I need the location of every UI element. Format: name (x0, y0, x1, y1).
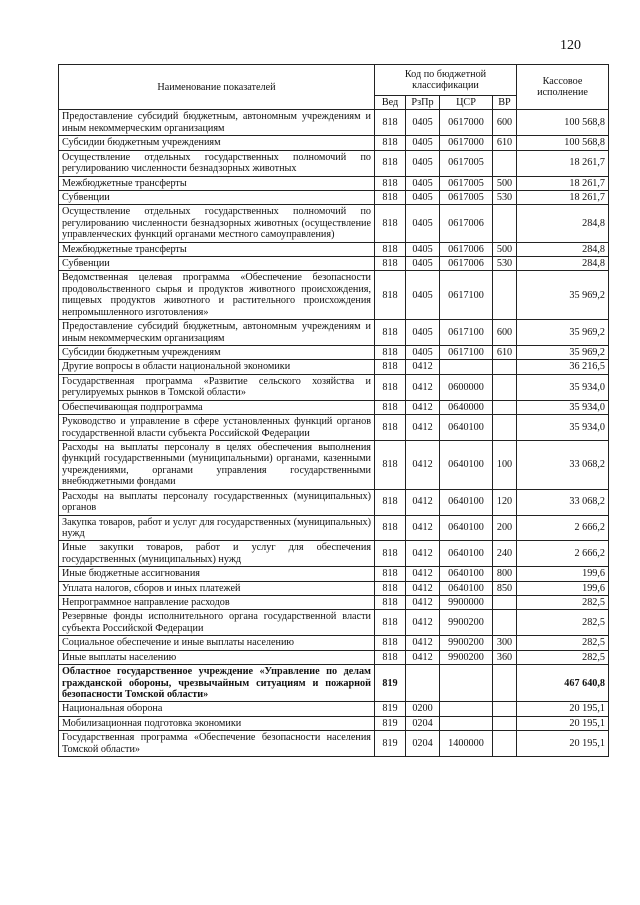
row-csr: 0640000 (440, 400, 493, 414)
row-vr (493, 665, 517, 702)
row-csr: 0617005 (440, 176, 493, 190)
row-vr (493, 374, 517, 400)
row-csr: 0617100 (440, 320, 493, 346)
row-csr: 0640100 (440, 415, 493, 441)
row-vr: 600 (493, 110, 517, 136)
row-rzpr: 0412 (406, 636, 440, 650)
row-vr (493, 400, 517, 414)
row-amount: 2 666,2 (517, 515, 609, 541)
row-rzpr: 0412 (406, 650, 440, 664)
row-csr: 0640100 (440, 541, 493, 567)
row-ved: 818 (375, 190, 406, 204)
row-amount: 199,6 (517, 581, 609, 595)
row-ved: 818 (375, 440, 406, 489)
table-row (59, 242, 609, 256)
row-csr: 0600000 (440, 374, 493, 400)
row-ved: 818 (375, 271, 406, 320)
row-vr: 360 (493, 650, 517, 664)
row-ved: 818 (375, 205, 406, 242)
row-csr (440, 360, 493, 374)
row-name: Расходы на выплаты персоналу государственных (муниципальных) органов (59, 489, 375, 515)
table-row (59, 581, 609, 595)
row-name: Другие вопросы в области национальной экономики (59, 360, 375, 374)
table-row (59, 360, 609, 374)
row-csr (440, 716, 493, 730)
row-ved: 818 (375, 242, 406, 256)
row-rzpr: 0405 (406, 271, 440, 320)
row-rzpr: 0412 (406, 581, 440, 595)
row-csr: 0640100 (440, 440, 493, 489)
row-amount: 35 969,2 (517, 346, 609, 360)
table-row (59, 731, 609, 757)
row-rzpr: 0405 (406, 136, 440, 150)
row-rzpr: 0405 (406, 257, 440, 271)
row-amount: 35 969,2 (517, 320, 609, 346)
row-csr: 0617005 (440, 150, 493, 176)
row-rzpr: 0412 (406, 515, 440, 541)
row-name: Предоставление субсидий бюджетным, автономным учреждениям и иным некоммерческим организациям (59, 110, 375, 136)
row-vr: 240 (493, 541, 517, 567)
row-name: Субвенции (59, 257, 375, 271)
header-code: Код по бюджетной классификации (375, 65, 517, 96)
row-csr: 9900200 (440, 636, 493, 650)
row-name: Иные бюджетные ассигнования (59, 567, 375, 581)
row-name: Иные выплаты населению (59, 650, 375, 664)
row-vr: 120 (493, 489, 517, 515)
row-rzpr: 0405 (406, 110, 440, 136)
header-csr: ЦСР (440, 96, 493, 110)
row-vr: 530 (493, 257, 517, 271)
row-amount: 199,6 (517, 567, 609, 581)
row-name: Уплата налогов, сборов и иных платежей (59, 581, 375, 595)
row-name: Резервные фонды исполнительного органа государственной власти субъекта Российской Федерации (59, 610, 375, 636)
row-rzpr: 0405 (406, 346, 440, 360)
row-vr: 100 (493, 440, 517, 489)
row-csr: 0617000 (440, 110, 493, 136)
table-row (59, 415, 609, 441)
row-ved: 818 (375, 596, 406, 610)
row-csr: 0617006 (440, 257, 493, 271)
row-rzpr: 0204 (406, 716, 440, 730)
row-amount: 18 261,7 (517, 190, 609, 204)
row-rzpr: 0412 (406, 541, 440, 567)
row-rzpr: 0405 (406, 320, 440, 346)
row-csr: 9900000 (440, 596, 493, 610)
row-csr: 0617100 (440, 271, 493, 320)
row-ved: 818 (375, 489, 406, 515)
row-vr (493, 150, 517, 176)
row-rzpr: 0200 (406, 702, 440, 716)
row-name: Осуществление отдельных государственных полномочий по регулированию численности безнадзорных животных (осуществление управленческих функций органами местного самоуправления) (59, 205, 375, 242)
row-ved: 819 (375, 716, 406, 730)
row-ved: 818 (375, 176, 406, 190)
row-name: Осуществление отдельных государственных полномочий по регулированию численности безнадзорных животных (59, 150, 375, 176)
row-vr: 200 (493, 515, 517, 541)
row-csr (440, 702, 493, 716)
row-vr: 530 (493, 190, 517, 204)
row-name: Иные закупки товаров, работ и услуг для обеспечения государственных (муниципальных) нужд (59, 541, 375, 567)
row-vr (493, 716, 517, 730)
row-ved: 818 (375, 567, 406, 581)
row-amount: 35 934,0 (517, 374, 609, 400)
table-row (59, 320, 609, 346)
row-vr: 500 (493, 242, 517, 256)
row-rzpr: 0412 (406, 489, 440, 515)
row-name: Предоставление субсидий бюджетным, автономным учреждениям и иным некоммерческим организациям (59, 320, 375, 346)
table-row (59, 257, 609, 271)
row-name: Обеспечивающая подпрограмма (59, 400, 375, 414)
row-name: Мобилизационная подготовка экономики (59, 716, 375, 730)
row-vr (493, 415, 517, 441)
row-amount: 467 640,8 (517, 665, 609, 702)
row-amount: 35 969,2 (517, 271, 609, 320)
table-row (59, 541, 609, 567)
row-vr: 300 (493, 636, 517, 650)
row-csr: 0617006 (440, 205, 493, 242)
row-csr (440, 665, 493, 702)
row-name: Закупка товаров, работ и услуг для государственных (муниципальных) нужд (59, 515, 375, 541)
header-rzpr: РзПр (406, 96, 440, 110)
row-rzpr: 0405 (406, 176, 440, 190)
row-amount: 284,8 (517, 242, 609, 256)
row-vr: 610 (493, 136, 517, 150)
header-vr: ВР (493, 96, 517, 110)
row-vr: 610 (493, 346, 517, 360)
row-csr: 0617005 (440, 190, 493, 204)
row-csr: 0640100 (440, 581, 493, 595)
page-number: 120 (560, 38, 581, 53)
row-name: Субсидии бюджетным учреждениям (59, 346, 375, 360)
row-amount: 20 195,1 (517, 716, 609, 730)
row-name: Областное государственное учреждение «Управление по делам гражданской обороны, чрезвычайным ситуациям и пожарной безопасности Томской области» (59, 665, 375, 702)
table-row (59, 110, 609, 136)
row-ved: 818 (375, 415, 406, 441)
row-amount: 284,8 (517, 257, 609, 271)
table-row (59, 636, 609, 650)
row-amount: 20 195,1 (517, 702, 609, 716)
table-row (59, 716, 609, 730)
table-row (59, 515, 609, 541)
table-row (59, 567, 609, 581)
row-ved: 818 (375, 150, 406, 176)
row-ved: 818 (375, 610, 406, 636)
table-row (59, 665, 609, 702)
table-row (59, 374, 609, 400)
row-amount: 2 666,2 (517, 541, 609, 567)
row-ved: 818 (375, 346, 406, 360)
row-name: Государственная программа «Обеспечение безопасности населения Томской области» (59, 731, 375, 757)
row-ved: 819 (375, 731, 406, 757)
row-vr (493, 610, 517, 636)
row-ved: 818 (375, 320, 406, 346)
row-amount: 282,5 (517, 596, 609, 610)
row-rzpr: 0412 (406, 596, 440, 610)
row-rzpr: 0412 (406, 567, 440, 581)
row-amount: 36 216,5 (517, 360, 609, 374)
row-vr (493, 271, 517, 320)
row-vr: 500 (493, 176, 517, 190)
row-amount: 35 934,0 (517, 400, 609, 414)
row-ved: 818 (375, 515, 406, 541)
row-amount: 100 568,8 (517, 110, 609, 136)
row-vr: 850 (493, 581, 517, 595)
row-amount: 20 195,1 (517, 731, 609, 757)
row-csr: 0617100 (440, 346, 493, 360)
row-vr (493, 205, 517, 242)
header-cash: Кассовое исполнение (517, 65, 609, 110)
row-csr: 0617006 (440, 242, 493, 256)
row-rzpr (406, 665, 440, 702)
table-row (59, 596, 609, 610)
row-ved: 818 (375, 581, 406, 595)
row-name: Расходы на выплаты персоналу в целях обеспечения выполнения функций государственными (муниципальными) органами, казенными учреждениями, органами управления государственными внебюджетными фондами (59, 440, 375, 489)
row-ved: 819 (375, 702, 406, 716)
row-rzpr: 0412 (406, 400, 440, 414)
row-rzpr: 0412 (406, 440, 440, 489)
row-rzpr: 0405 (406, 190, 440, 204)
row-vr (493, 731, 517, 757)
row-csr: 0640100 (440, 515, 493, 541)
row-rzpr: 0204 (406, 731, 440, 757)
row-csr: 1400000 (440, 731, 493, 757)
table-row (59, 150, 609, 176)
row-amount: 35 934,0 (517, 415, 609, 441)
row-name: Национальная оборона (59, 702, 375, 716)
header-ved: Вед (375, 96, 406, 110)
row-amount: 33 068,2 (517, 440, 609, 489)
table-row (59, 176, 609, 190)
row-ved: 818 (375, 636, 406, 650)
table-row (59, 650, 609, 664)
row-amount: 282,5 (517, 610, 609, 636)
table-row (59, 205, 609, 242)
table-row (59, 400, 609, 414)
row-amount: 284,8 (517, 205, 609, 242)
table-row (59, 610, 609, 636)
row-csr: 0617000 (440, 136, 493, 150)
row-rzpr: 0405 (406, 205, 440, 242)
row-name: Ведомственная целевая программа «Обеспечение безопасности продовольственного сырья и продуктов животного происхождения, пищевых продуктов животного и растительного происхождения непромышленного изготовления» (59, 271, 375, 320)
table-row (59, 489, 609, 515)
row-name: Руководство и управление в сфере установленных функций органов государственной власти субъекта Российской Федерации (59, 415, 375, 441)
row-amount: 33 068,2 (517, 489, 609, 515)
row-csr: 0640100 (440, 567, 493, 581)
row-name: Государственная программа «Развитие сельского хозяйства и регулируемых рынков в Томской области» (59, 374, 375, 400)
row-ved: 818 (375, 374, 406, 400)
row-name: Субсидии бюджетным учреждениям (59, 136, 375, 150)
row-csr: 0640100 (440, 489, 493, 515)
row-name: Межбюджетные трансферты (59, 176, 375, 190)
row-name: Непрограммное направление расходов (59, 596, 375, 610)
row-vr (493, 360, 517, 374)
budget-table (58, 64, 609, 757)
table-row (59, 346, 609, 360)
row-ved: 818 (375, 136, 406, 150)
row-rzpr: 0405 (406, 150, 440, 176)
row-amount: 18 261,7 (517, 176, 609, 190)
row-amount: 282,5 (517, 636, 609, 650)
table-row (59, 136, 609, 150)
row-ved: 818 (375, 541, 406, 567)
row-amount: 282,5 (517, 650, 609, 664)
row-vr: 600 (493, 320, 517, 346)
table-row (59, 702, 609, 716)
row-rzpr: 0405 (406, 242, 440, 256)
row-name: Субвенции (59, 190, 375, 204)
row-rzpr: 0412 (406, 374, 440, 400)
row-rzpr: 0412 (406, 610, 440, 636)
table-row (59, 190, 609, 204)
table-row (59, 271, 609, 320)
row-ved: 818 (375, 400, 406, 414)
row-name: Социальное обеспечение и иные выплаты населению (59, 636, 375, 650)
row-amount: 100 568,8 (517, 136, 609, 150)
row-csr: 9900200 (440, 610, 493, 636)
row-ved: 818 (375, 257, 406, 271)
row-ved: 818 (375, 110, 406, 136)
table-row (59, 440, 609, 489)
header-name: Наименование показателей (59, 65, 375, 110)
row-rzpr: 0412 (406, 360, 440, 374)
row-csr: 9900200 (440, 650, 493, 664)
row-ved: 818 (375, 360, 406, 374)
row-vr (493, 596, 517, 610)
row-name: Межбюджетные трансферты (59, 242, 375, 256)
row-vr (493, 702, 517, 716)
row-amount: 18 261,7 (517, 150, 609, 176)
row-vr: 800 (493, 567, 517, 581)
row-rzpr: 0412 (406, 415, 440, 441)
row-ved: 819 (375, 665, 406, 702)
row-ved: 818 (375, 650, 406, 664)
